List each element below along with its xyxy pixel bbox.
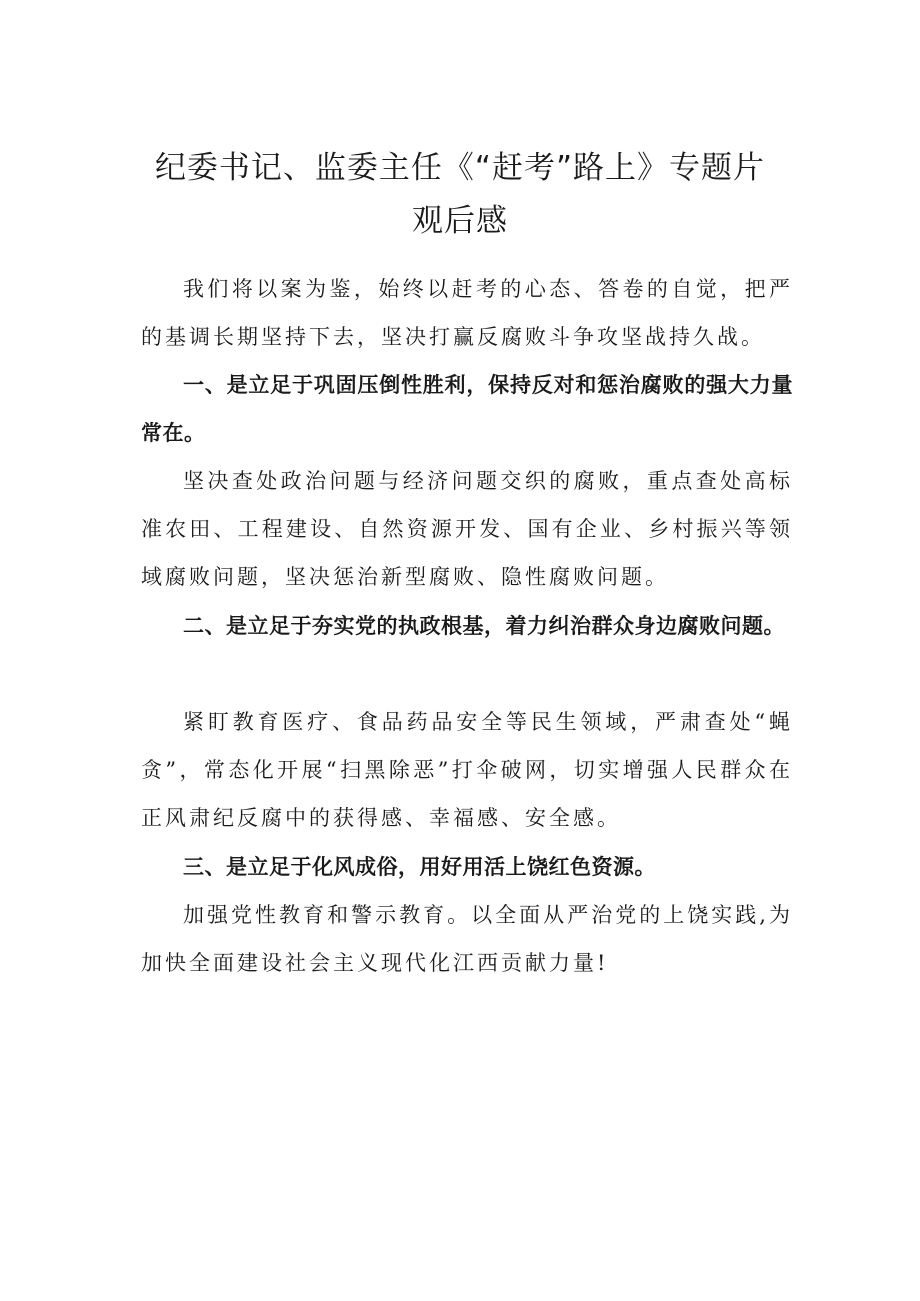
section-1-body: 坚决查处政治问题与经济问题交织的腐败，重点查处高标准农田、工程建设、自然资源开发、国有企业、乡村振兴等领域腐败问题，坚决惩治新型腐败、隐性腐败问题。 xyxy=(141,469,793,589)
section-1-heading: 一、是立足于巩固压倒性胜利，保持反对和惩治腐败的强大力量常在。 xyxy=(141,373,793,445)
intro-paragraph: 我们将以案为鉴，始终以赶考的心态、答卷的自觉，把严的基调长期坚持下去，坚决打赢反腐败斗争攻坚战持久战。 xyxy=(141,277,793,349)
section-3-body: 加强党性教育和警示教育。以全面从严治党的上饶实践,为加快全面建设社会主义现代化江西贡献力量! xyxy=(141,903,793,975)
section-2-heading: 二、是立足于夯实党的执政根基，着力纠治群众身边腐败问题。 xyxy=(183,614,785,638)
section-2-body: 紧盯教育医疗、食品药品安全等民生领域，严肃查处“蝇贪”，常态化开展“扫黑除恶”打伞破网，切实增强人民群众在正风肃纪反腐中的获得感、幸福感、安全感。 xyxy=(141,710,793,830)
document-title-line-2: 观后感 xyxy=(412,203,508,239)
document-title-line-1: 纪委书记、监委主任《“赶考”路上》专题片 xyxy=(154,150,766,186)
section-3-heading: 三、是立足于化风成俗，用好用活上饶红色资源。 xyxy=(183,855,656,879)
